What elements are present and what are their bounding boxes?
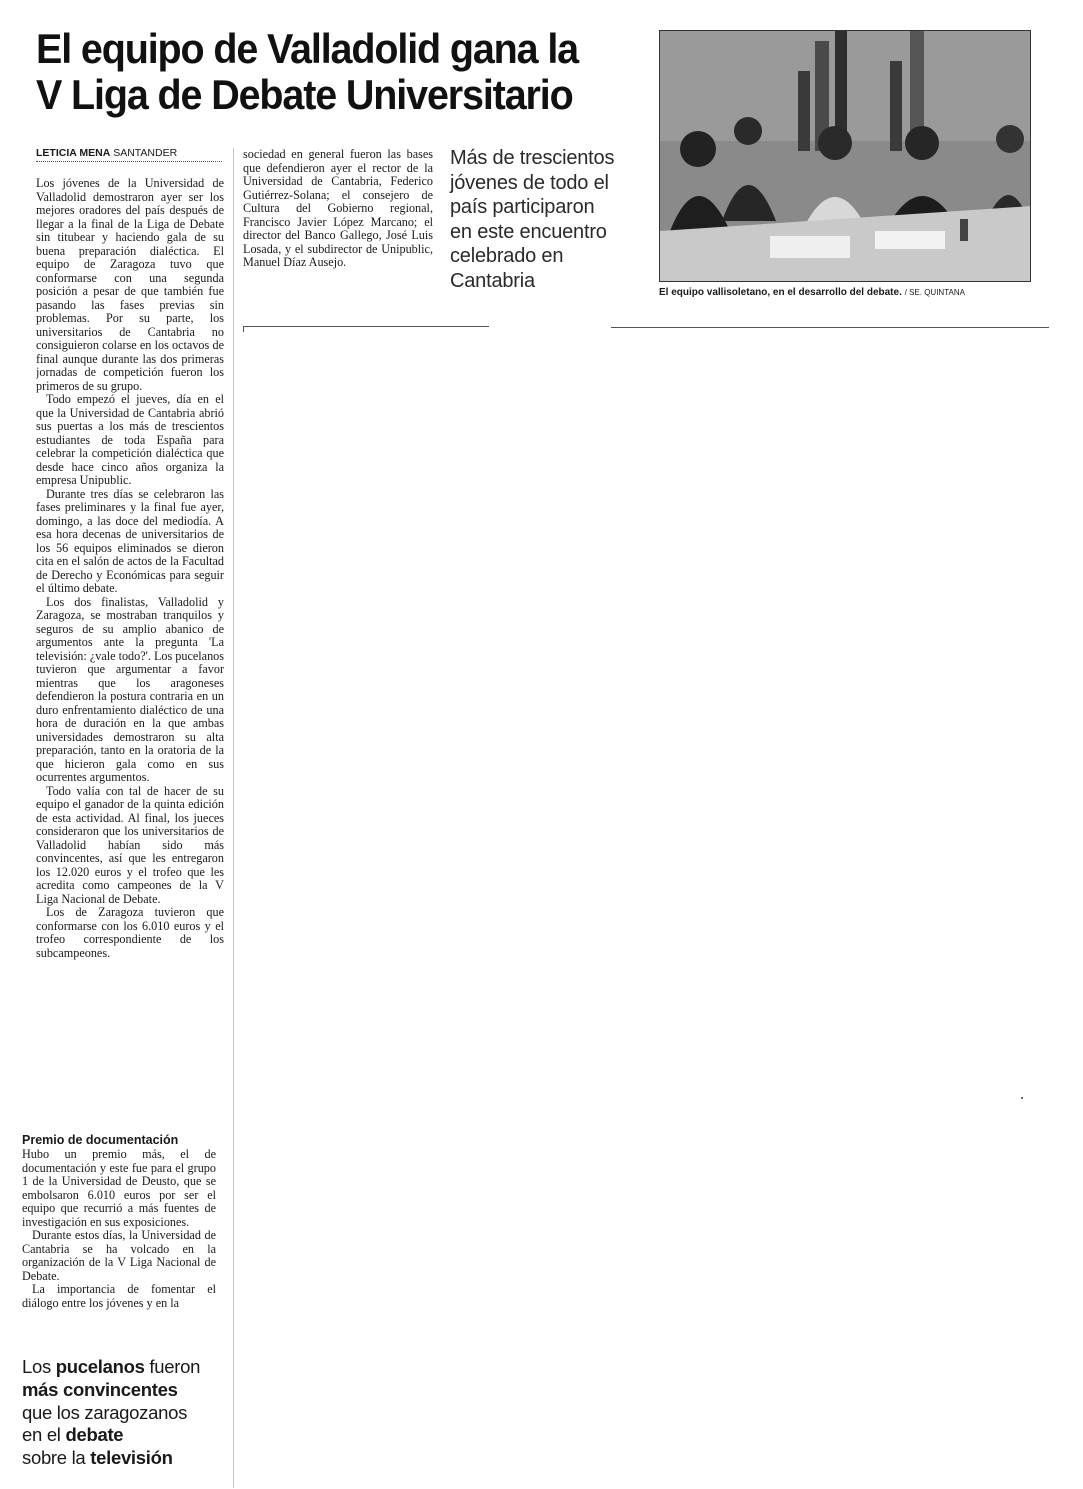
byline-location: SANTANDER bbox=[113, 147, 178, 159]
subheading: Premio de documentación bbox=[22, 1133, 179, 1147]
paragraph: Durante estos días, la Universidad de Cantabria se ha volcado en la organización de la V Liga Nacional de Debate. bbox=[22, 1228, 216, 1283]
headline bbox=[36, 26, 600, 118]
quote-text: que los zaragozanos bbox=[22, 1401, 188, 1423]
paragraph: Durante tres días se celebraron las fases preliminares y la final fue ayer, domingo, a las doce del mediodía. A esa hora decenas de universitarios de los 56 equipos eliminados se dieron cita en el salón de actos de la Facultad de Derecho y Económicas para seguir el último debate. bbox=[36, 486, 224, 595]
quote-text: en el bbox=[22, 1424, 66, 1446]
paragraph: Todo valía con tal de hacer de su equipo el ganador de la quinta edición de esta actividad. Al final, los jueces consideraron que los universitarios de Valladolid habían sido más convincentes, así que les entregaron los 12.020 euros y el trofeo que les acredita como campeones de la V Liga Nacional de Debate. bbox=[36, 783, 224, 906]
horizontal-rule bbox=[243, 326, 489, 327]
paragraph: Los dos finalistas, Valladolid y Zaragoza, se mostraban tranquilos y seguros de su amplio abanico de argumentos ante la pregunta 'La televisión: ¿vale todo?'. Los pucelanos tuvieron que argumentar a favor mientras que los aragoneses defendieron la postura contraria en un duro enfrentamiento dialéctico de una hora de duración en la que ambas universidades demostraron su alta preparación, tanto en la oratoria de la que hicieron gala como en sus ocurrentes argumentos. bbox=[36, 594, 224, 784]
quote-text: fueron bbox=[144, 1356, 201, 1377]
quote-emphasis: pucelanos bbox=[55, 1356, 145, 1377]
pull-quote-line: celebrado en bbox=[450, 245, 564, 267]
quote-text: sobre la bbox=[22, 1447, 91, 1469]
byline-author: LETICIA MENA bbox=[36, 147, 111, 159]
photo-illustration bbox=[660, 31, 1031, 282]
byline bbox=[36, 147, 222, 162]
bottom-pull-quote bbox=[22, 1356, 222, 1470]
photo-caption bbox=[659, 287, 1059, 298]
headline-line-2: V Liga de Debate Universitario bbox=[36, 71, 573, 118]
pull-quote-line: Cantabria bbox=[450, 269, 535, 292]
headline-line-1: El equipo de Valladolid gana la bbox=[36, 25, 579, 72]
quote-emphasis: debate bbox=[65, 1424, 124, 1446]
pull-quote-line: Más de trescientos bbox=[450, 147, 615, 169]
scan-speck bbox=[1021, 1097, 1023, 1099]
paragraph: sociedad en general fueron las bases que defendieron ayer el rector de la Universidad de Cantabria, Federico Gutiérrez-Solana; el consejero de Cultura del Gobierno regional, Francisco Javier López Marcano; el director del Banco Gallego, José Luis Losada, y el subdirector de Unipublic, Manuel Díaz Ausejo. bbox=[243, 148, 433, 269]
body-column-1 bbox=[36, 177, 224, 1135]
quote-emphasis: más convincentes bbox=[22, 1378, 178, 1400]
pull-quote-line: país participaron bbox=[450, 196, 595, 218]
body-column-2 bbox=[243, 148, 433, 295]
paragraph: La importancia de fomentar el diálogo entre los jóvenes y en la bbox=[22, 1282, 216, 1310]
paragraph: Hubo un premio más, el de documentación y este fue para el grupo 1 de la Universidad de Deusto, que se embolsaron 6.010 euros por ser el equipo que recurrió a más fuentes de investigación en sus exposiciones. bbox=[22, 1148, 216, 1229]
pull-quote bbox=[450, 146, 650, 293]
column-divider bbox=[233, 148, 234, 1488]
caption-text: El equipo vallisoletano, en el desarrollo del debate. bbox=[659, 287, 902, 298]
body-column-1-continued bbox=[22, 1148, 216, 1343]
pull-quote-line: en este encuentro bbox=[450, 220, 607, 243]
pull-quote-line: jóvenes de todo el bbox=[450, 171, 609, 194]
photo-credit: / SE. QUINTANA bbox=[904, 288, 965, 297]
rule-tick bbox=[243, 326, 244, 332]
paragraph: Todo empezó el jueves, día en el que la Universidad de Cantabria abrió sus puertas a los más de trescientos estudiantes de toda España para celebrar la competición dialéctica que desde hace cinco años organiza la empresa Unipublic. bbox=[36, 392, 224, 487]
quote-text: Los bbox=[22, 1356, 56, 1377]
paragraph: Los jóvenes de la Universidad de Valladolid demostraron ayer ser los mejores oradores del país después de llegar a la final de la Liga de Debate sin titubear y haciendo gala de su buena preparación dialéctica. El equipo de Zaragoza tuvo que conformarse con una segunda posición a pesar de que también fue pasando las fases previas sin problemas. Por su parte, los universitarios de Cantabria no consiguieron colarse en los octavos de final aunque durante las dos primeras jornadas de competición fueron los primeros de su grupo. bbox=[36, 177, 224, 393]
horizontal-rule bbox=[611, 327, 1049, 328]
news-photo bbox=[659, 30, 1031, 282]
quote-emphasis: televisión bbox=[90, 1447, 173, 1469]
paragraph: Los de Zaragoza tuvieron que conformarse con los 6.010 euros y el trofeo correspondiente de los subcampeones. bbox=[36, 905, 224, 960]
